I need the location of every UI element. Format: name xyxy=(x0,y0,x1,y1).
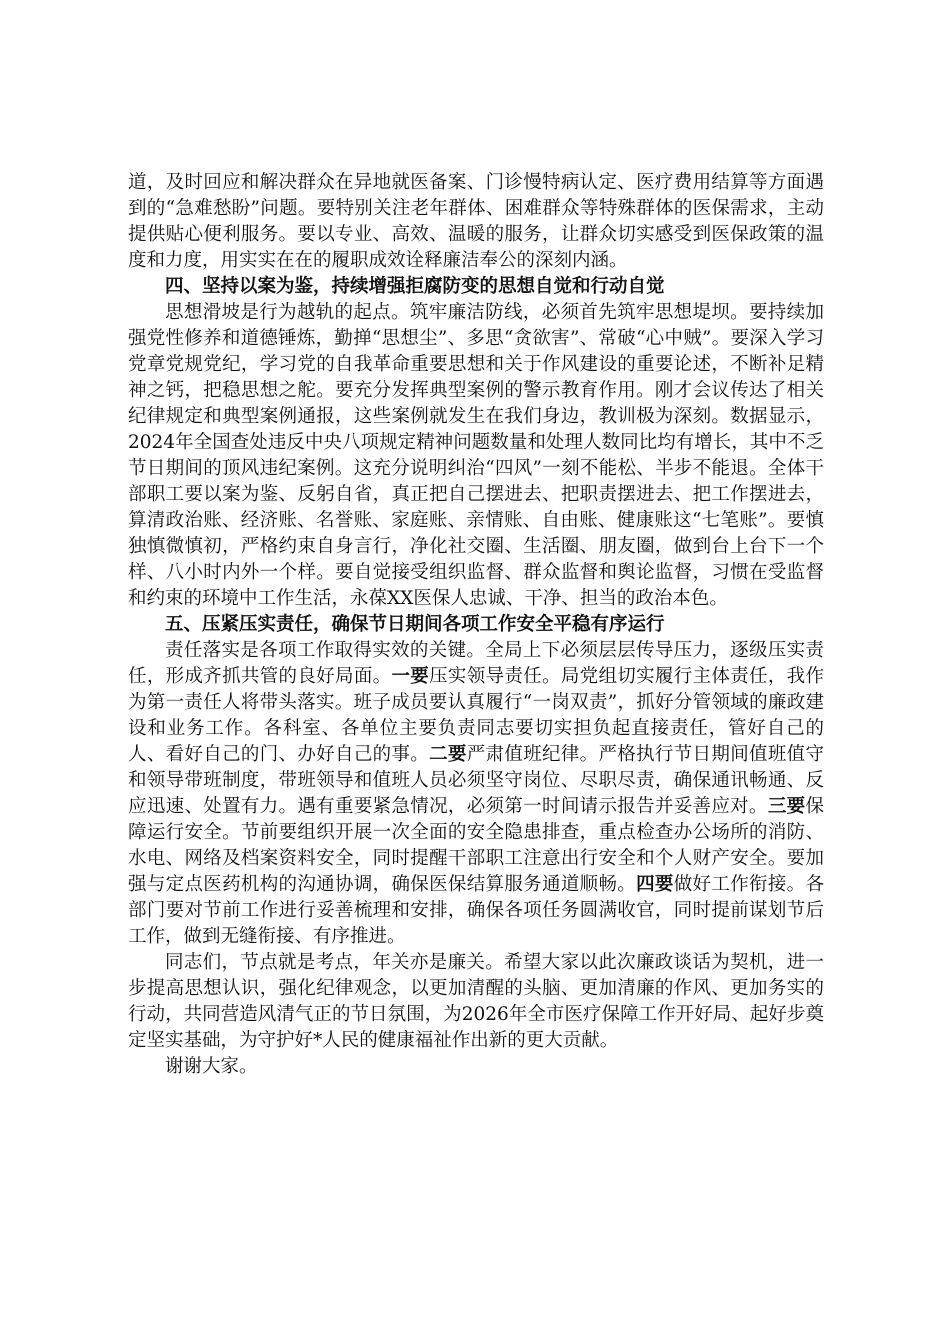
paragraph-thanks: 谢谢大家。 xyxy=(165,1056,258,1077)
point-two-label: 二要 xyxy=(429,744,467,765)
point-two-text: 严肃值班纪律。严格执行节日期间值班值守和领导带班制度，带班领导和值班人员必须坚守岗位、尽职尽责，确保通讯畅通、反应迅速、处置有力。遇有重要紧急情况，必须第一时间请示报告并妥善应对。 xyxy=(128,744,824,817)
document-body xyxy=(128,170,824,1080)
paragraph-responsibility xyxy=(128,638,824,950)
point-four-label: 四要 xyxy=(636,874,674,895)
section-heading-5: 五、压紧压实责任，确保节日期间各项工作安全平稳有序运行 xyxy=(165,614,665,635)
point-four-text: 做好工作衔接。各部门要对节前工作进行妥善梳理和安排，确保各项任务圆满收官，同时提前谋划节后工作，做到无缝衔接、有序推进。 xyxy=(128,874,824,947)
point-one-label: 一要 xyxy=(391,666,430,687)
point-three-text: 保障运行安全。节前要组织开展一次全面的安全隐患排查，重点检查办公场所的消防、水电、网络及档案资料安全，同时提醒干部职工注意出行安全和个人财产安全。要加强与定点医药机构的沟通协调，确保医保结算服务通道顺畅。 xyxy=(128,796,824,895)
point-one-text: 压实领导责任。局党组切实履行主体责任，我作为第一责任人将带头落实。班子成员要认真履行“一岗双责”，抓好分管领域的廉政建设和业务工作。各科室、各单位主要负责同志要切实担负起直接责任，管好自己的人、看好自己的门、办好自己的事。 xyxy=(128,666,824,765)
paragraph-case-warning: 思想滑坡是行为越轨的起点。筑牢廉洁防线，必须首先筑牢思想堤坝。要持续加强党性修养和道德锤炼，勤掸“思想尘”、多思“贪欲害”、常破“心中贼”。要深入学习党章党规党纪，学习党的自我革命重要思想和关于作风建设的重要论述，不断补足精神之钙，把稳思想之舵。要充分发挥典型案例的警示教育作用。刚才会议传达了相关纪律规定和典型案例通报，这些案例就发生在我们身边，教训极为深刻。数据显示，2024年全国查处违反中央八项规定精神问题数量和处理人数同比均有增长，其中不乏节日期间的顶风违纪案例。这充分说明纠治“四风”一刻不能松、半步不能退。全体干部职工要以案为鉴、反躬自省，真正把自己摆进去、把职责摆进去、把工作摆进去，算清政治账、经济账、名誉账、家庭账、亲情账、自由账、健康账这“七笔账”。要慎独慎微慎初，严格约束自身言行，净化社交圈、生活圈、朋友圈，做到台上台下一个样、八小时内外一个样。要自觉接受组织监督、群众监督和舆论监督，习惯在受监督和约束的环境中工作生活，永葆XX医保人忠诚、干净、担当的政治本色。 xyxy=(128,302,824,609)
paragraph-service: 道，及时回应和解决群众在异地就医备案、门诊慢特病认定、医疗费用结算等方面遇到的“急难愁盼”问题。要特别关注老年群体、困难群众等特殊群体的医保需求，主动提供贴心便利服务。要以专业、高效、温暖的服务，让群众切实感受到医保政策的温度和力度，用实实在在的履职成效诠释廉洁奉公的深刻内涵。 xyxy=(128,172,824,271)
section-heading-4: 四、坚持以案为鉴，持续增强拒腐防变的思想自觉和行动自觉 xyxy=(165,276,665,297)
point-three-label: 三要 xyxy=(767,796,806,817)
responsibility-intro: 责任落实是各项工作取得实效的关键。全局上下必须层层传导压力，逐级压实责任，形成齐抓共管的良好局面。 xyxy=(128,640,824,687)
paragraph-closing: 同志们，节点就是考点，年关亦是廉关。希望大家以此次廉政谈话为契机，进一步提高思想认识，强化纪律观念，以更加清醒的头脑、更加清廉的作风、更加务实的行动，共同营造风清气正的节日氛围，为2026年全市医疗保障工作开好局、起好步奠定坚实基础，为守护好*人民的健康福祉作出新的更大贡献。 xyxy=(128,952,824,1051)
